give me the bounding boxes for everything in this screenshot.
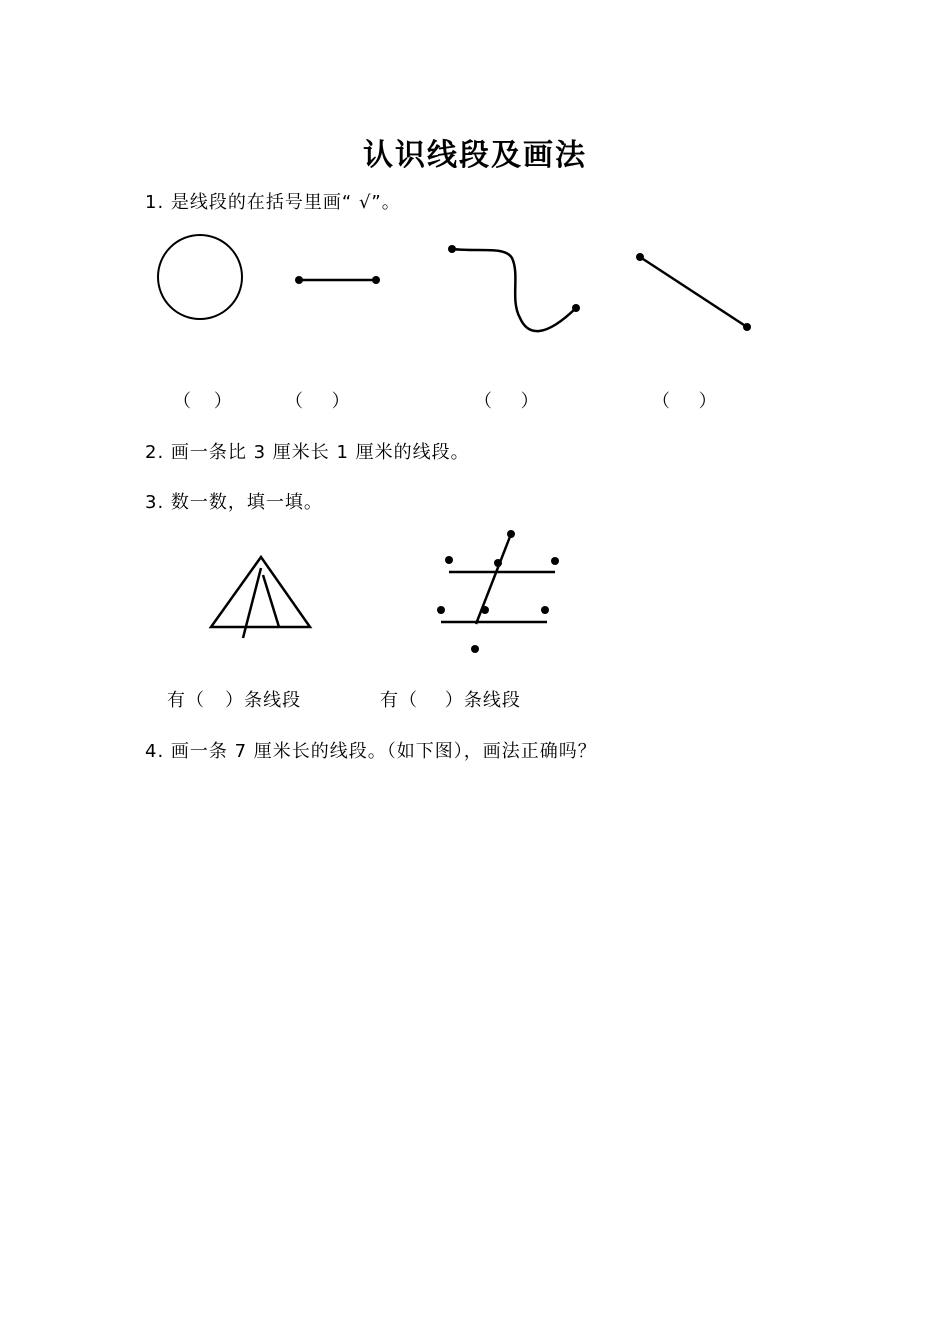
question-1: 1. 是线段的在括号里画“ √”。 xyxy=(145,192,401,213)
lines-points-figure xyxy=(437,530,559,653)
curve-figure xyxy=(448,245,580,331)
question-4: 4. 画一条 7 厘米长的线段。（如下图），画法正确吗？ xyxy=(145,741,597,762)
circle-figure xyxy=(158,235,242,319)
answer-paren-3[interactable]: （ ） xyxy=(474,391,539,412)
short-segment-figure xyxy=(295,276,380,284)
q1-figures xyxy=(158,235,751,331)
answer-paren-2[interactable]: （ ） xyxy=(285,391,350,412)
question-3: 3. 数一数，填一填。 xyxy=(145,492,323,513)
answer-paren-4[interactable]: （ ） xyxy=(652,391,717,412)
page-title: 认识线段及画法 xyxy=(363,138,587,173)
long-segment-figure xyxy=(636,253,751,331)
q3-answer-2[interactable]: 有（ ）条线段 xyxy=(380,690,521,711)
answer-paren-1[interactable]: （ ） xyxy=(173,391,232,412)
question-2: 2. 画一条比 3 厘米长 1 厘米的线段。 xyxy=(145,442,470,463)
q3-answer-1[interactable]: 有（ ）条线段 xyxy=(167,690,302,711)
triangle-figure xyxy=(211,557,310,638)
